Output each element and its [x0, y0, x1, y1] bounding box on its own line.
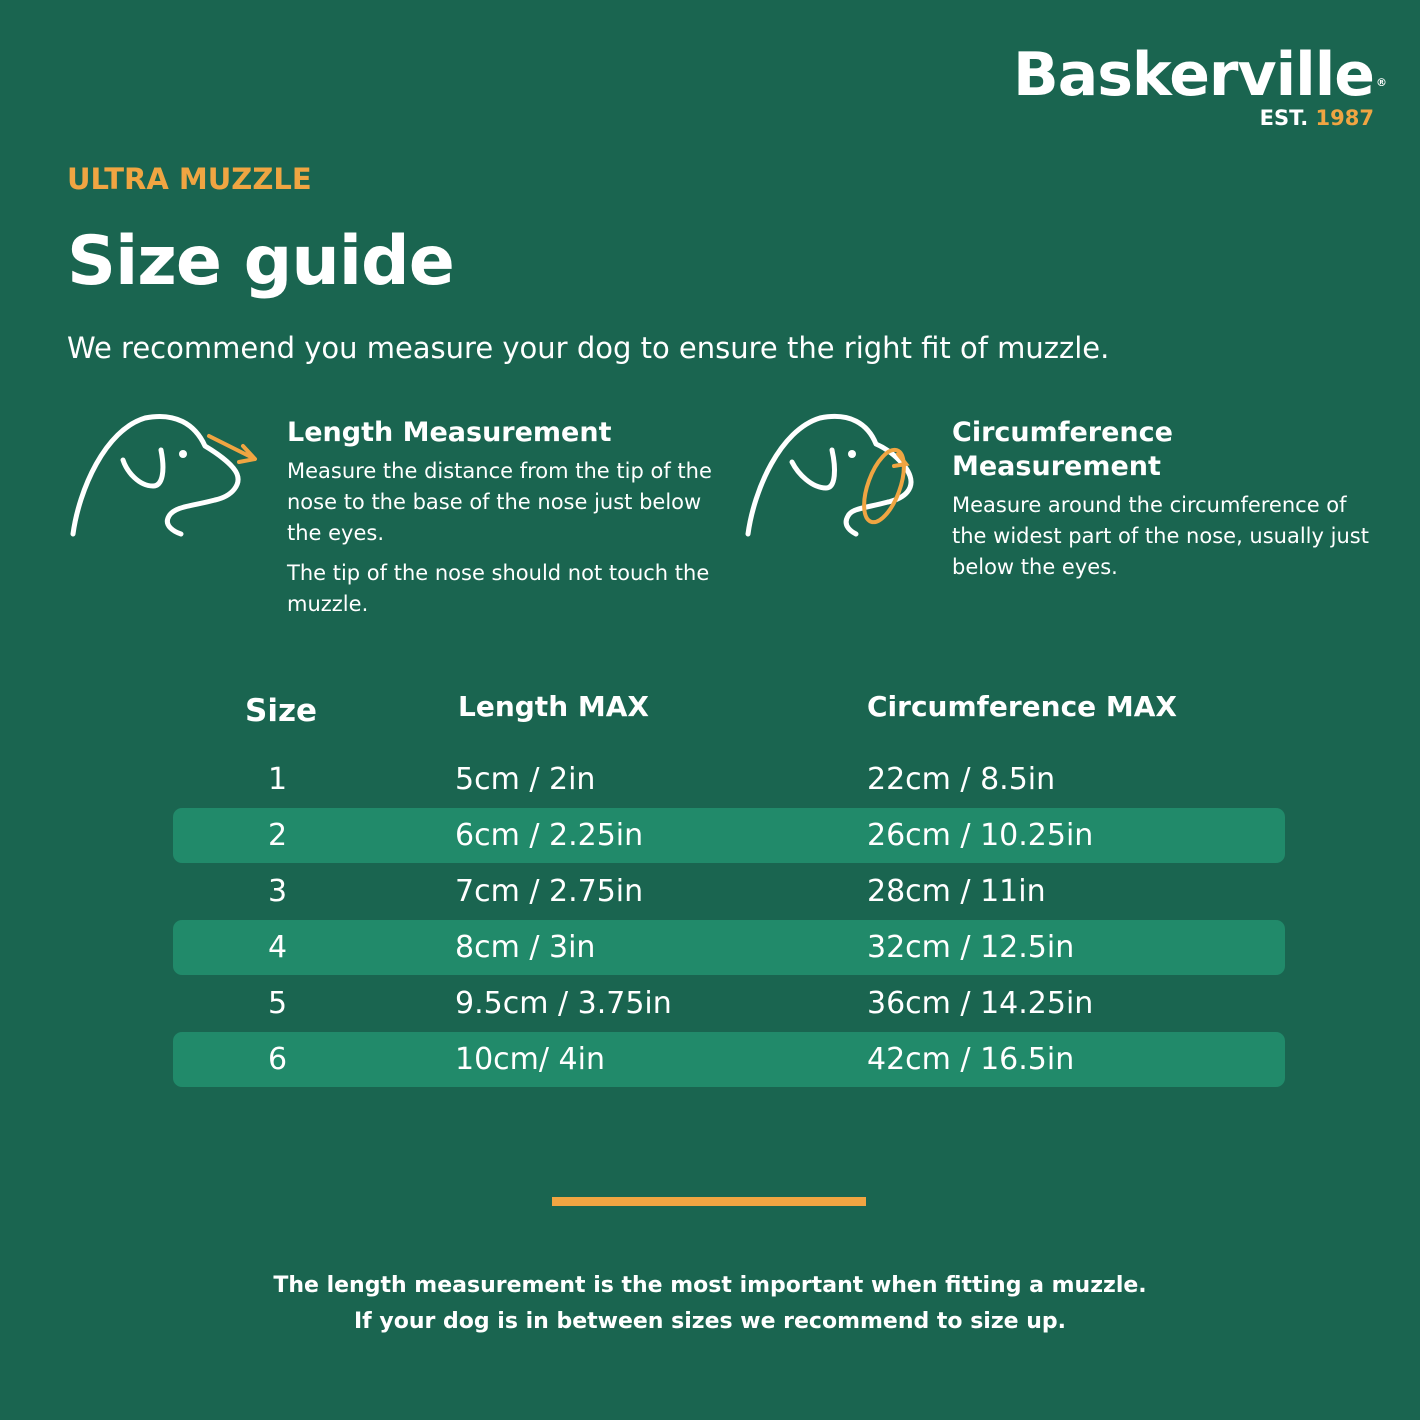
table-row	[173, 808, 1285, 863]
table-row	[173, 976, 1285, 1031]
length-cell: 9.5cm / 3.75in	[455, 986, 672, 1021]
header-length-max: Length MAX	[458, 690, 649, 723]
intro-text: We recommend you measure your dog to ensure the right fit of muzzle.	[67, 331, 1110, 365]
length-cell: 8cm / 3in	[455, 930, 596, 965]
circumference-measurement-text	[952, 416, 1382, 592]
table-row	[173, 752, 1285, 807]
size-cell: 2	[268, 818, 288, 853]
table-row	[173, 864, 1285, 919]
length-measurement-para-1: Measure the distance from the tip of the nose to the base of the nose just below the eyes.	[287, 459, 712, 545]
circumference-measurement-para-1: Measure around the circumference of the widest part of the nose, usually just below the eyes.	[952, 493, 1369, 579]
circumference-cell: 28cm / 11in	[867, 874, 1046, 909]
size-table	[173, 752, 1285, 1088]
accent-divider	[552, 1197, 866, 1206]
circumference-cell: 22cm / 8.5in	[867, 762, 1056, 797]
length-cell: 10cm/ 4in	[455, 1042, 605, 1077]
size-cell: 6	[268, 1042, 288, 1077]
length-measurement-block	[65, 410, 725, 630]
est-label: EST.	[1259, 106, 1309, 130]
brand-name: Baskerville ®	[1013, 40, 1380, 110]
registered-mark: ®	[1376, 76, 1386, 89]
length-measurement-text	[287, 416, 727, 629]
footnote-line-2: If your dog is in between sizes we recommend to size up.	[353, 1309, 1066, 1334]
page-title: Size guide	[67, 222, 454, 301]
circumference-measurement-block	[740, 410, 1390, 630]
product-eyebrow: ULTRA MUZZLE	[67, 162, 312, 196]
header-circumference-max: Circumference MAX	[867, 690, 1178, 723]
length-measurement-para-2: The tip of the nose should not touch the muzzle.	[287, 561, 710, 616]
length-measurement-title: Length Measurement	[287, 417, 612, 448]
length-cell: 5cm / 2in	[455, 762, 596, 797]
circumference-cell: 26cm / 10.25in	[867, 818, 1094, 853]
length-cell: 7cm / 2.75in	[455, 874, 644, 909]
circumference-cell: 32cm / 12.5in	[867, 930, 1075, 965]
footnote	[0, 1268, 1420, 1340]
size-cell: 5	[268, 986, 288, 1021]
circumference-cell: 36cm / 14.25in	[867, 986, 1094, 1021]
brand-logo	[1012, 40, 1386, 130]
circumference-cell: 42cm / 16.5in	[867, 1042, 1075, 1077]
circumference-measurement-title: Circumference Measurement	[952, 417, 1173, 482]
table-row	[173, 1032, 1285, 1087]
header-size: Size	[245, 693, 318, 729]
size-cell: 4	[268, 930, 288, 965]
length-cell: 6cm / 2.25in	[455, 818, 644, 853]
dog-head-length-icon	[65, 410, 265, 540]
table-row	[173, 920, 1285, 975]
size-cell: 3	[268, 874, 288, 909]
size-cell: 1	[268, 762, 288, 797]
footnote-line-1: The length measurement is the most important when fitting a muzzle.	[273, 1273, 1147, 1298]
dog-head-circumference-icon	[740, 410, 940, 540]
est-year: 1987	[1315, 106, 1374, 130]
